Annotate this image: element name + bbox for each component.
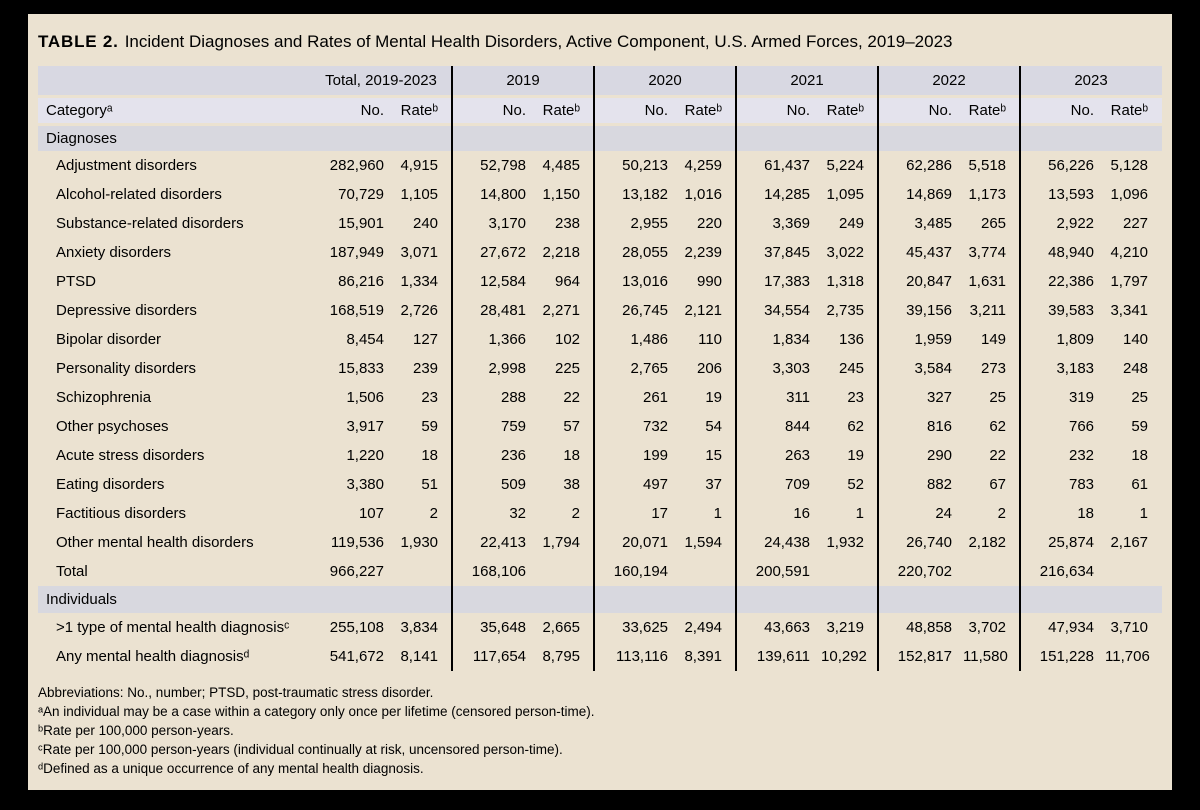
- value-cell: 220,702: [897, 563, 953, 580]
- value-cell: 24: [935, 505, 953, 522]
- value-cell: 1,318: [826, 273, 865, 290]
- value-cell: 67: [989, 476, 1007, 493]
- value-cell: 990: [696, 273, 723, 290]
- value-cell: 61: [1131, 476, 1149, 493]
- value-cell: 1,932: [826, 534, 865, 551]
- value-cell: 3,022: [826, 244, 865, 261]
- category-cell: Adjustment disorders: [56, 157, 197, 174]
- rate-column-header: Rateᵇ: [394, 96, 452, 124]
- value-cell: 38: [563, 476, 581, 493]
- value-cell: 3,702: [968, 619, 1007, 636]
- rate-column-header: Rateᵇ: [536, 96, 594, 124]
- table-row: [38, 267, 1162, 296]
- value-cell: 102: [554, 331, 581, 348]
- value-cell: 27,672: [480, 244, 527, 261]
- value-cell: 3,341: [1110, 302, 1149, 319]
- value-cell: 1: [713, 505, 723, 522]
- value-cell: 783: [1068, 476, 1095, 493]
- category-cell: Schizophrenia: [56, 389, 152, 406]
- no-column-header: No.: [452, 96, 536, 124]
- value-cell: 62,286: [906, 157, 953, 174]
- value-cell: 3,774: [968, 244, 1007, 261]
- value-cell: 1,334: [400, 273, 439, 290]
- value-cell: 59: [421, 418, 439, 435]
- category-cell: Depressive disorders: [56, 302, 197, 319]
- value-cell: 22,386: [1048, 273, 1095, 290]
- value-cell: 1,150: [542, 186, 581, 203]
- value-cell: 86,216: [338, 273, 384, 290]
- value-cell: 245: [838, 360, 865, 377]
- value-cell: 57: [563, 418, 581, 435]
- table-title-text: Incident Diagnoses and Rates of Mental Health Disorders, Active Component, U.S. Armed Forces, 2019–2023: [124, 32, 953, 51]
- value-cell: 160,194: [613, 563, 669, 580]
- value-cell: 966,227: [329, 563, 384, 580]
- value-cell: 1,594: [684, 534, 723, 551]
- section-fill-cell: [1020, 586, 1162, 613]
- table-row: [38, 180, 1162, 209]
- value-cell: 52: [847, 476, 865, 493]
- section-fill-cell: [452, 124, 594, 151]
- value-cell: 2,121: [684, 302, 723, 319]
- value-cell: 25: [989, 389, 1007, 406]
- value-cell: 32: [509, 505, 527, 522]
- section-fill-cell: [310, 124, 452, 151]
- value-cell: 13,016: [622, 273, 669, 290]
- value-cell: 964: [554, 273, 581, 290]
- table-row: [38, 557, 1162, 586]
- category-header: Categoryᵃ: [38, 96, 310, 124]
- category-cell: Substance-related disorders: [56, 215, 244, 232]
- category-cell: Personality disorders: [56, 360, 197, 377]
- section-fill-cell: [594, 124, 736, 151]
- section-fill-cell: [594, 586, 736, 613]
- value-cell: 2,218: [542, 244, 581, 261]
- value-cell: 50,213: [622, 157, 669, 174]
- value-cell: 3,485: [914, 215, 953, 232]
- footnote-line: ᵈDefined as a unique occurrence of any mental health diagnosis.: [38, 761, 424, 776]
- column-group-header: 2021: [736, 66, 878, 96]
- value-cell: 5,224: [826, 157, 865, 174]
- data-table: [38, 66, 1162, 671]
- value-cell: 1,486: [630, 331, 669, 348]
- value-cell: 26,740: [906, 534, 953, 551]
- value-cell: 37: [705, 476, 723, 493]
- section-fill-cell: [878, 124, 1020, 151]
- value-cell: 8,391: [684, 648, 723, 665]
- header-empty-cell: [38, 66, 310, 96]
- value-cell: 8,141: [400, 648, 439, 665]
- column-group-header: 2023: [1020, 66, 1162, 96]
- section-header-row: [38, 124, 1162, 151]
- table-row: [38, 613, 1162, 642]
- value-cell: 22: [563, 389, 581, 406]
- value-cell: 25,874: [1048, 534, 1095, 551]
- value-cell: 4,210: [1110, 244, 1149, 261]
- value-cell: 17,383: [764, 273, 811, 290]
- value-cell: 4,915: [400, 157, 439, 174]
- category-cell: Total: [56, 563, 88, 580]
- value-cell: 1,959: [914, 331, 953, 348]
- section-header: Individuals: [38, 586, 310, 613]
- value-cell: 15,901: [338, 215, 384, 232]
- category-cell: Anxiety disorders: [56, 244, 172, 261]
- value-cell: 45,437: [906, 244, 953, 261]
- footnote-line: ᶜRate per 100,000 person-years (individual continually at risk, uncensored person-time).: [38, 742, 563, 757]
- value-cell: 1,797: [1110, 273, 1149, 290]
- table-wrapper: [38, 66, 1162, 671]
- value-cell: 168,106: [471, 563, 527, 580]
- no-column-header: No.: [736, 96, 820, 124]
- value-cell: 288: [500, 389, 527, 406]
- value-cell: 2,998: [488, 360, 527, 377]
- value-cell: 509: [500, 476, 527, 493]
- value-cell: 2,271: [542, 302, 581, 319]
- value-cell: 1,220: [346, 447, 384, 464]
- value-cell: 206: [696, 360, 723, 377]
- table-row: [38, 528, 1162, 557]
- value-cell: [678, 557, 736, 586]
- value-cell: 47,934: [1048, 619, 1095, 636]
- value-cell: 62: [989, 418, 1007, 435]
- value-cell: 541,672: [329, 648, 384, 665]
- value-cell: 199: [642, 447, 669, 464]
- category-cell: Other mental health disorders: [56, 534, 254, 551]
- value-cell: 232: [1068, 447, 1095, 464]
- value-cell: 107: [358, 505, 384, 522]
- value-cell: 261: [642, 389, 669, 406]
- value-cell: 5,518: [968, 157, 1007, 174]
- table-row: [38, 325, 1162, 354]
- value-cell: 2: [571, 505, 581, 522]
- value-cell: 127: [412, 331, 439, 348]
- rate-column-header: Rateᵇ: [678, 96, 736, 124]
- value-cell: 4,485: [542, 157, 581, 174]
- value-cell: 3,170: [488, 215, 527, 232]
- section-header-row: [38, 586, 1162, 613]
- value-cell: 1,506: [346, 389, 384, 406]
- value-cell: 2,182: [968, 534, 1007, 551]
- value-cell: 273: [980, 360, 1007, 377]
- table-row: [38, 354, 1162, 383]
- value-cell: 23: [847, 389, 865, 406]
- value-cell: 39,583: [1048, 302, 1095, 319]
- rate-column-header: Rateᵇ: [962, 96, 1020, 124]
- value-cell: 1,809: [1056, 331, 1095, 348]
- value-cell: 19: [847, 447, 865, 464]
- value-cell: 26,745: [622, 302, 669, 319]
- value-cell: 11,580: [963, 648, 1008, 665]
- value-cell: 33,625: [622, 619, 669, 636]
- value-cell: 497: [642, 476, 669, 493]
- table-row: [38, 642, 1162, 671]
- column-group-header: Total, 2019-2023: [310, 66, 452, 96]
- section-fill-cell: [1020, 124, 1162, 151]
- footnote-line: Abbreviations: No., number; PTSD, post-traumatic stress disorder.: [38, 685, 434, 700]
- value-cell: [394, 557, 452, 586]
- value-cell: 52,798: [480, 157, 527, 174]
- category-cell: Any mental health diagnosisᵈ: [56, 648, 250, 665]
- value-cell: 3,710: [1110, 619, 1149, 636]
- value-cell: 2,167: [1110, 534, 1149, 551]
- value-cell: 18: [563, 447, 581, 464]
- value-cell: 34,554: [764, 302, 811, 319]
- value-cell: 1,095: [826, 186, 865, 203]
- value-cell: 43,663: [764, 619, 811, 636]
- table-row: [38, 441, 1162, 470]
- value-cell: 14,800: [480, 186, 527, 203]
- value-cell: 3,183: [1056, 360, 1095, 377]
- value-cell: [1104, 557, 1162, 586]
- value-cell: 319: [1068, 389, 1095, 406]
- table-row: [38, 470, 1162, 499]
- value-cell: 1,930: [400, 534, 439, 551]
- value-cell: 2,239: [684, 244, 723, 261]
- value-cell: 1,096: [1110, 186, 1149, 203]
- value-cell: 18: [421, 447, 439, 464]
- value-cell: 110: [698, 331, 723, 348]
- value-cell: 2,765: [630, 360, 669, 377]
- value-cell: 311: [786, 389, 811, 406]
- table-title: [38, 32, 1162, 52]
- table-number: TABLE 2.: [38, 32, 119, 51]
- no-column-header: No.: [594, 96, 678, 124]
- value-cell: 1,173: [968, 186, 1007, 203]
- category-cell: Bipolar disorder: [56, 331, 162, 348]
- section-header: Diagnoses: [38, 124, 310, 151]
- footnote-line: ᵃAn individual may be a case within a category only once per lifetime (censored person-time).: [38, 704, 595, 719]
- value-cell: 249: [838, 215, 865, 232]
- value-cell: 119,536: [330, 534, 384, 551]
- header-subrow: [38, 96, 1162, 124]
- value-cell: 2,726: [400, 302, 439, 319]
- value-cell: 240: [412, 215, 439, 232]
- value-cell: 3,071: [400, 244, 439, 261]
- value-cell: 255,108: [329, 619, 384, 636]
- value-cell: 239: [412, 360, 439, 377]
- table-row: [38, 412, 1162, 441]
- rate-column-header: Rateᵇ: [1104, 96, 1162, 124]
- section-fill-cell: [736, 586, 878, 613]
- value-cell: 3,584: [914, 360, 953, 377]
- value-cell: 220: [696, 215, 723, 232]
- category-cell: PTSD: [56, 273, 97, 290]
- value-cell: [820, 557, 878, 586]
- value-cell: 187,949: [329, 244, 384, 261]
- section-fill-cell: [310, 586, 452, 613]
- table-row: [38, 209, 1162, 238]
- value-cell: 13,182: [622, 186, 669, 203]
- value-cell: 709: [784, 476, 811, 493]
- value-cell: 290: [926, 447, 953, 464]
- value-cell: 766: [1068, 418, 1095, 435]
- value-cell: 3,917: [346, 418, 384, 435]
- value-cell: 282,960: [329, 157, 384, 174]
- value-cell: 12,584: [480, 273, 527, 290]
- value-cell: 20,071: [622, 534, 669, 551]
- table-row: [38, 238, 1162, 267]
- section-fill-cell: [452, 586, 594, 613]
- value-cell: 759: [500, 418, 527, 435]
- value-cell: 732: [642, 418, 669, 435]
- value-cell: 139,611: [756, 648, 811, 665]
- table-panel: [28, 14, 1172, 790]
- no-column-header: No.: [878, 96, 962, 124]
- category-cell: Other psychoses: [56, 418, 169, 435]
- category-cell: >1 type of mental health diagnosisᶜ: [56, 619, 290, 636]
- value-cell: [962, 557, 1020, 586]
- value-cell: 238: [554, 215, 581, 232]
- value-cell: 263: [784, 447, 811, 464]
- value-cell: 23: [421, 389, 439, 406]
- value-cell: 2: [997, 505, 1007, 522]
- column-group-header: 2019: [452, 66, 594, 96]
- value-cell: 1,794: [542, 534, 581, 551]
- value-cell: 25: [1131, 389, 1149, 406]
- value-cell: 3,834: [400, 619, 439, 636]
- value-cell: 3,219: [826, 619, 865, 636]
- value-cell: 24,438: [764, 534, 811, 551]
- value-cell: 15: [705, 447, 723, 464]
- value-cell: 17: [651, 505, 669, 522]
- value-cell: 225: [554, 360, 581, 377]
- table-row: [38, 383, 1162, 412]
- value-cell: 4,259: [684, 157, 723, 174]
- value-cell: 59: [1131, 418, 1149, 435]
- value-cell: 20,847: [906, 273, 953, 290]
- value-cell: 15,833: [338, 360, 384, 377]
- value-cell: 2,665: [542, 619, 581, 636]
- table-row: [38, 151, 1162, 180]
- table-row: [38, 499, 1162, 528]
- value-cell: 8,454: [346, 331, 384, 348]
- value-cell: 16: [793, 505, 811, 522]
- value-cell: 136: [838, 331, 865, 348]
- footnote-line: ᵇRate per 100,000 person-years.: [38, 723, 234, 738]
- footnotes: [38, 683, 1162, 778]
- value-cell: 149: [980, 331, 1007, 348]
- category-cell: Acute stress disorders: [56, 447, 205, 464]
- value-cell: 844: [784, 418, 811, 435]
- value-cell: 3,380: [346, 476, 384, 493]
- value-cell: 35,648: [480, 619, 527, 636]
- value-cell: 54: [705, 418, 723, 435]
- value-cell: 2,922: [1056, 215, 1095, 232]
- value-cell: 11,706: [1105, 648, 1150, 665]
- value-cell: 151,228: [1039, 648, 1095, 665]
- value-cell: 61,437: [764, 157, 811, 174]
- value-cell: 18: [1077, 505, 1095, 522]
- value-cell: 882: [926, 476, 953, 493]
- no-column-header: No.: [310, 96, 394, 124]
- value-cell: 236: [500, 447, 527, 464]
- value-cell: 1,834: [772, 331, 811, 348]
- section-fill-cell: [878, 586, 1020, 613]
- value-cell: 48,940: [1048, 244, 1095, 261]
- value-cell: [536, 557, 594, 586]
- value-cell: 2,955: [630, 215, 669, 232]
- value-cell: 56,226: [1048, 157, 1095, 174]
- value-cell: 28,055: [622, 244, 669, 261]
- value-cell: 10,292: [821, 648, 867, 665]
- value-cell: 51: [421, 476, 439, 493]
- value-cell: 22,413: [480, 534, 527, 551]
- value-cell: 70,729: [338, 186, 384, 203]
- value-cell: 113,116: [616, 648, 669, 665]
- value-cell: 3,211: [969, 302, 1007, 319]
- value-cell: 2: [429, 505, 439, 522]
- section-fill-cell: [736, 124, 878, 151]
- value-cell: 13,593: [1048, 186, 1095, 203]
- value-cell: 62: [847, 418, 865, 435]
- value-cell: 1,016: [684, 186, 723, 203]
- value-cell: 3,369: [772, 215, 811, 232]
- value-cell: 28,481: [480, 302, 527, 319]
- value-cell: 1: [855, 505, 865, 522]
- value-cell: 200,591: [755, 563, 811, 580]
- category-cell: Eating disorders: [56, 476, 165, 493]
- table-row: [38, 296, 1162, 325]
- value-cell: 1: [1139, 505, 1149, 522]
- column-group-header: 2022: [878, 66, 1020, 96]
- no-column-header: No.: [1020, 96, 1104, 124]
- header-group-row: [38, 66, 1162, 96]
- value-cell: 168,519: [329, 302, 384, 319]
- value-cell: 37,845: [764, 244, 811, 261]
- value-cell: 117,654: [472, 648, 527, 665]
- value-cell: 1,105: [400, 186, 439, 203]
- value-cell: 19: [705, 389, 723, 406]
- value-cell: 3,303: [772, 360, 811, 377]
- value-cell: 140: [1122, 331, 1149, 348]
- value-cell: 2,735: [826, 302, 865, 319]
- category-cell: Factitious disorders: [56, 505, 187, 522]
- value-cell: 1,631: [968, 273, 1007, 290]
- value-cell: 265: [980, 215, 1007, 232]
- value-cell: 5,128: [1110, 157, 1149, 174]
- value-cell: 1,366: [488, 331, 527, 348]
- value-cell: 48,858: [906, 619, 953, 636]
- value-cell: 18: [1131, 447, 1149, 464]
- value-cell: 14,869: [906, 186, 953, 203]
- value-cell: 22: [989, 447, 1007, 464]
- column-group-header: 2020: [594, 66, 736, 96]
- value-cell: 327: [926, 389, 953, 406]
- value-cell: 39,156: [906, 302, 953, 319]
- rate-column-header: Rateᵇ: [820, 96, 878, 124]
- value-cell: 227: [1122, 215, 1149, 232]
- value-cell: 2,494: [684, 619, 723, 636]
- value-cell: 248: [1122, 360, 1149, 377]
- value-cell: 14,285: [764, 186, 811, 203]
- value-cell: 216,634: [1039, 563, 1095, 580]
- value-cell: 152,817: [897, 648, 953, 665]
- value-cell: 8,795: [542, 648, 581, 665]
- value-cell: 816: [926, 418, 953, 435]
- category-cell: Alcohol-related disorders: [56, 186, 222, 203]
